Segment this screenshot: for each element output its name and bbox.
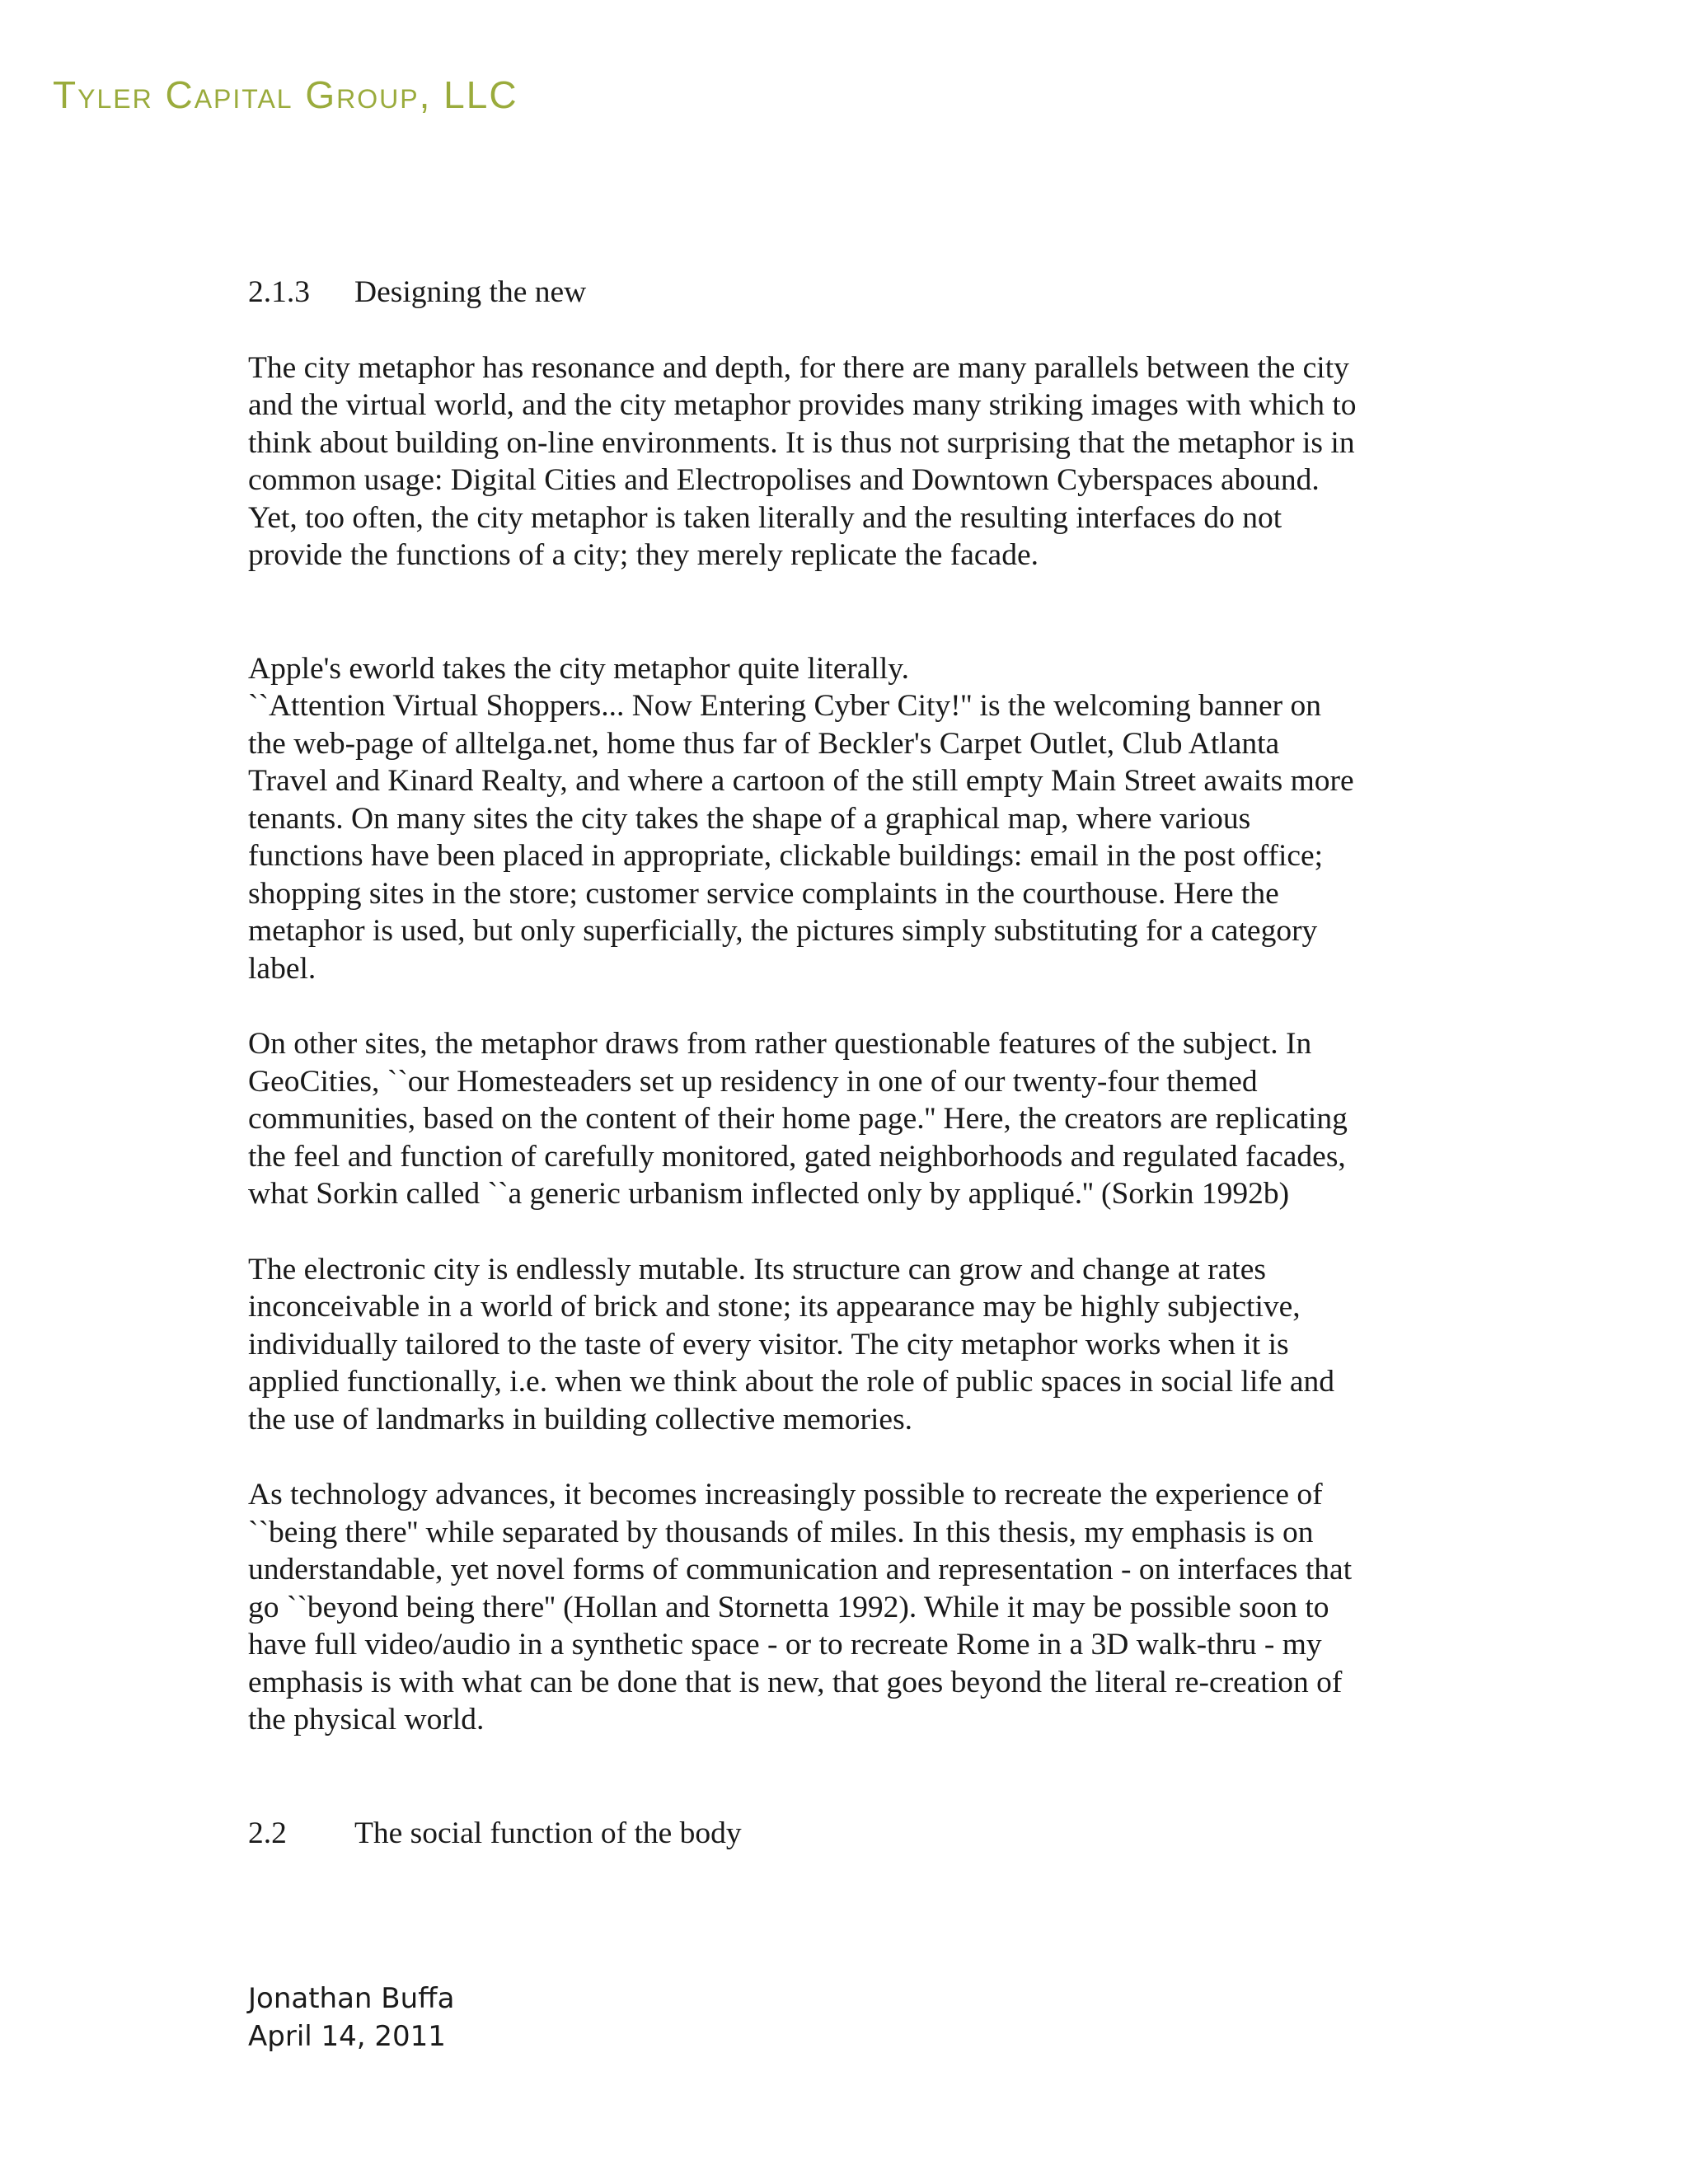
section-number: 2.2 xyxy=(248,1816,287,1850)
paragraph-apple-eworld: Apple's eworld takes the city metaphor quite literally. ``Attention Virtual Shoppers... Now Entering Cyber City!'' is the welcoming banner on the web-page of alltelga.net, home thus far of Beckler's Carpet Outlet, Club Atlanta Travel and Kinard Realty, and where a cartoon of the still empty Main Street awaits more tenants. On many sites the city takes the shape of a graphical map, where various functions have been placed in appropriate, clickable buildings: email in the post office; shopping sites in the store; customer service complaints in the courthouse. Here the metaphor is used, but only superficially, the pictures simply substituting for a category label. xyxy=(248,651,1354,986)
section-heading-2-1-3 xyxy=(248,274,1451,312)
author-name: Jonathan Buffa xyxy=(248,1982,455,2015)
paragraph-city-metaphor: The city metaphor has resonance and depth, for there are many parallels between the city and the virtual world, and the city metaphor provides many striking images with which to think about building on-line environments. It is thus not surprising that the metaphor is in common usage: Digital Cities and Electropolises and Downtown Cyberspaces abound. Yet, too often, the city metaphor is taken literally and the resulting interfaces do not provide the functions of a city; they merely replicate the facade. xyxy=(248,350,1357,572)
section-title: The social function of the body xyxy=(354,1816,742,1850)
section-heading-2-2 xyxy=(248,1815,1451,1853)
paragraph-technology-advances: As technology advances, it becomes increasingly possible to recreate the experience of ``being there'' while separated by thousands of miles. In this thesis, my emphasis is on understandable, yet novel forms of communication and representation - on interfaces that go ``beyond being there'' (Hollan and Stornetta 1992). While it may be possible soon to have full video/audio in a synthetic space - or to recreate Rome in a 3D walk-thru - my emphasis is with what can be done that is new, that goes beyond the literal re-creation of the physical world. xyxy=(248,1478,1353,1736)
document-date: April 14, 2011 xyxy=(248,2020,446,2053)
paragraph-electronic-city: The electronic city is endlessly mutable. Its structure can grow and change at rates inconceivable in a world of brick and stone; its appearance may be highly subjective, individually tailored to the taste of every visitor. The city metaphor works when it is applied functionally, i.e. when we think about the role of public spaces in social life and the use of landmarks in building collective memories. xyxy=(248,1252,1335,1436)
company-letterhead: Tyler Capital Group, LLC xyxy=(53,73,518,116)
section-title: Designing the new xyxy=(354,275,587,309)
signature-block xyxy=(248,1980,454,2055)
section-number: 2.1.3 xyxy=(248,275,310,309)
document-body xyxy=(248,274,1451,1852)
paragraph-geocities: On other sites, the metaphor draws from rather questionable features of the subject. In GeoCities, ``our Homesteaders set up residency in one of our twenty-four themed communities, based on the content of their home page.'' Here, the creators are replicating the feel and function of carefully monitored, gated neighborhoods and regulated facades, what Sorkin called ``a generic urbanism inflected only by appliqué.'' (Sorkin 1992b) xyxy=(248,1027,1348,1211)
